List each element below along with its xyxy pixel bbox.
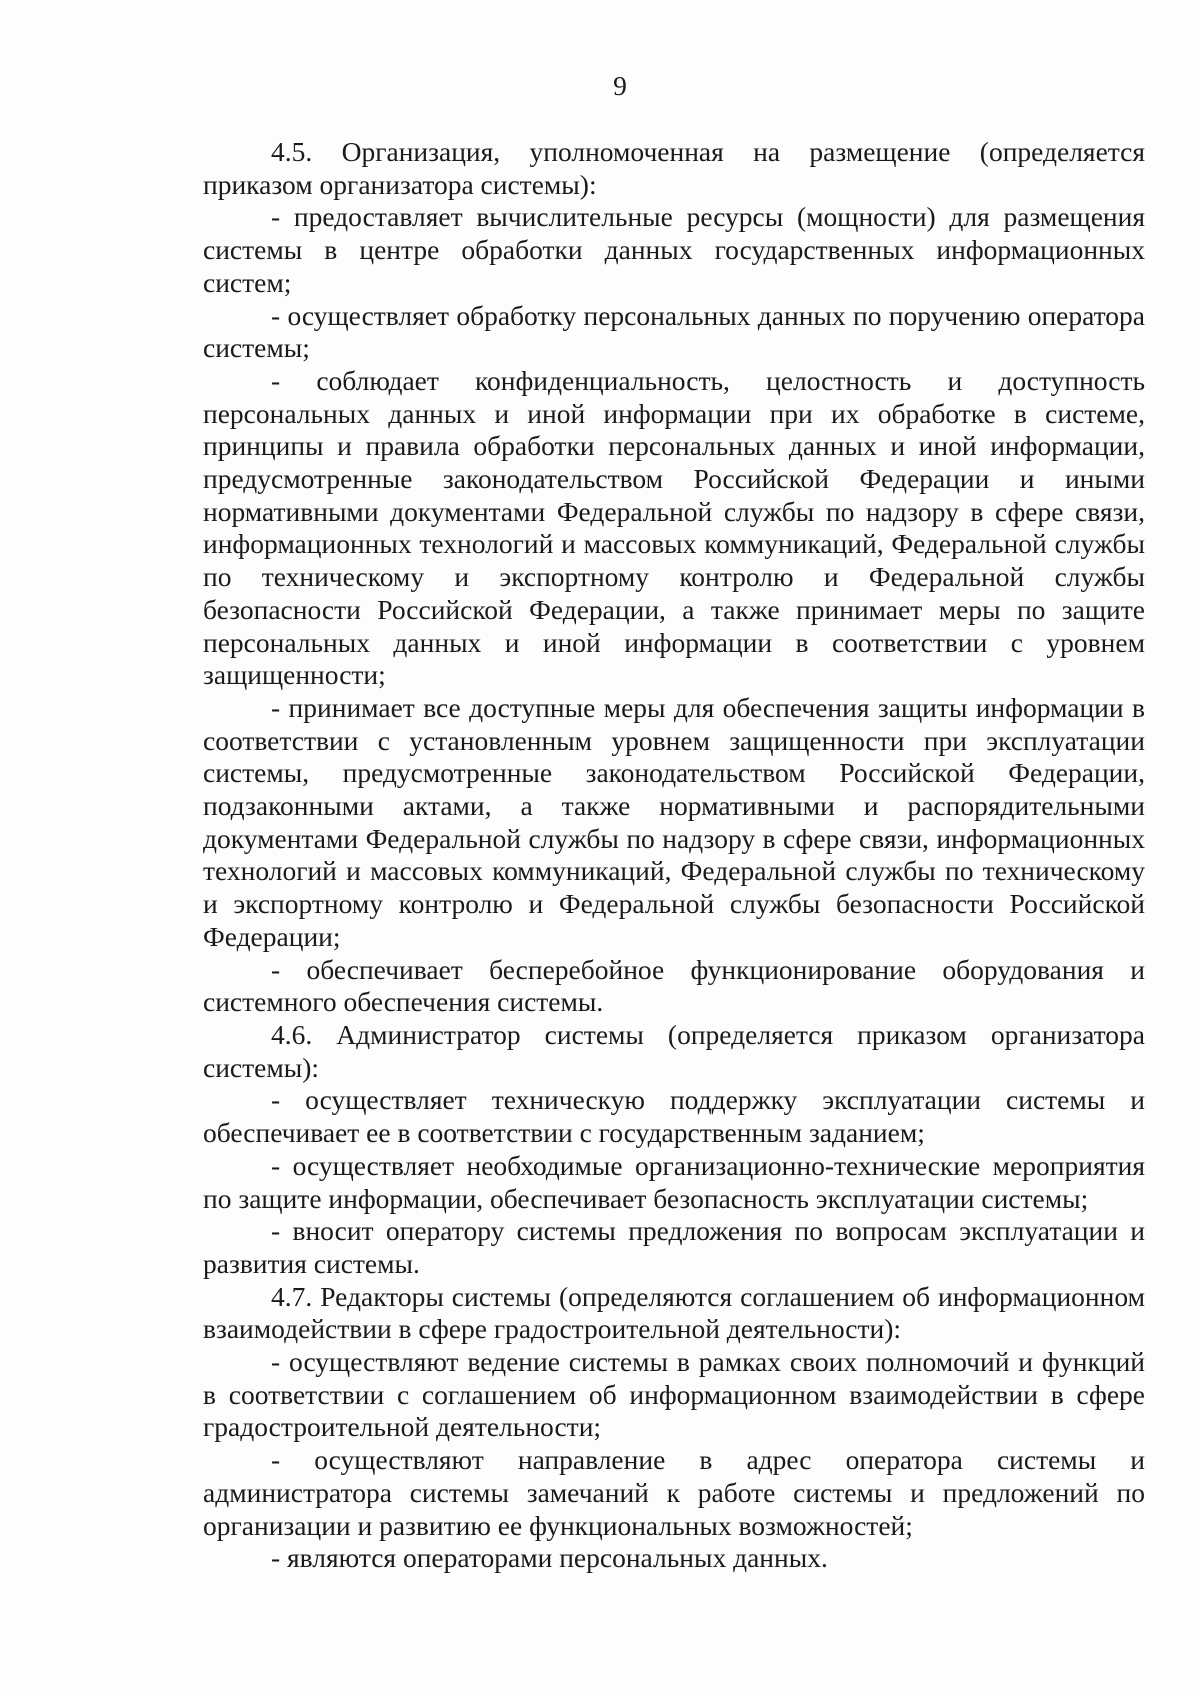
section-4-7-heading: 4.7. Редакторы системы (определяются соглашением об информационном взаимодействии в сфере градостроительной деятельности): bbox=[203, 1280, 1145, 1345]
list-item: - являются операторами персональных данных. bbox=[271, 1542, 828, 1574]
document-body bbox=[203, 136, 1145, 1575]
list-item: - осуществляют направление в адрес оператора системы и администратора системы замечаний к работе системы и предложений по организации и развитию ее функциональных возможностей; bbox=[203, 1444, 1145, 1541]
list-item: - осуществляет техническую поддержку эксплуатации системы и обеспечивает ее в соответствии с государственным заданием; bbox=[203, 1084, 1145, 1149]
list-item: - предоставляет вычислительные ресурсы (мощности) для размещения системы в центре обработки данных государственных информационных систем; bbox=[203, 201, 1145, 298]
list-item: - осуществляют ведение системы в рамках своих полномочий и функций в соответствии с соглашением об информационном взаимодействии в сфере градостроительной деятельности; bbox=[203, 1346, 1145, 1443]
list-item: - осуществляет необходимые организационно-технические мероприятия по защите информации, обеспечивает безопасность эксплуатации системы; bbox=[203, 1149, 1145, 1214]
list-item: - осуществляет обработку персональных данных по поручению оператора системы; bbox=[203, 299, 1145, 364]
list-item: - принимает все доступные меры для обеспечения защиты информации в соответствии с установленным уровнем защищенности при эксплуатации системы, предусмотренные законодательством Российской Федерации, подзаконными актами, а также нормативными и распорядительными документами Федеральной службы по надзору в сфере связи, информационных технологий и массовых коммуникаций, Федеральной службы по техническому и экспортному контролю и Федеральной службы безопасности Российской Федерации; bbox=[203, 691, 1145, 952]
list-item: - вносит оператору системы предложения по вопросам эксплуатации и развития системы. bbox=[203, 1215, 1145, 1279]
section-4-6-heading: 4.6. Администратор системы (определяется приказом организатора системы): bbox=[203, 1018, 1145, 1083]
page-number: 9 bbox=[613, 70, 627, 101]
list-item: - соблюдает конфиденциальность, целостность и доступность персональных данных и иной информации при их обработке в системе, принципы и правила обработки персональных данных и иной информации, предусмотренные законодательством Российской Федерации и иными нормативными документами Федеральной службы по надзору в сфере связи, информационных технологий и массовых коммуникаций, Федеральной службы по техническому и экспортному контролю и Федеральной службы безопасности Российской Федерации, а также принимает меры по защите персональных данных и иной информации в соответствии с уровнем защищенности; bbox=[203, 364, 1145, 691]
list-item: - обеспечивает бесперебойное функционирование оборудования и системного обеспечения системы. bbox=[203, 953, 1145, 1018]
section-4-5-heading: 4.5. Организация, уполномоченная на размещение (определяется приказом организатора системы): bbox=[203, 136, 1145, 200]
